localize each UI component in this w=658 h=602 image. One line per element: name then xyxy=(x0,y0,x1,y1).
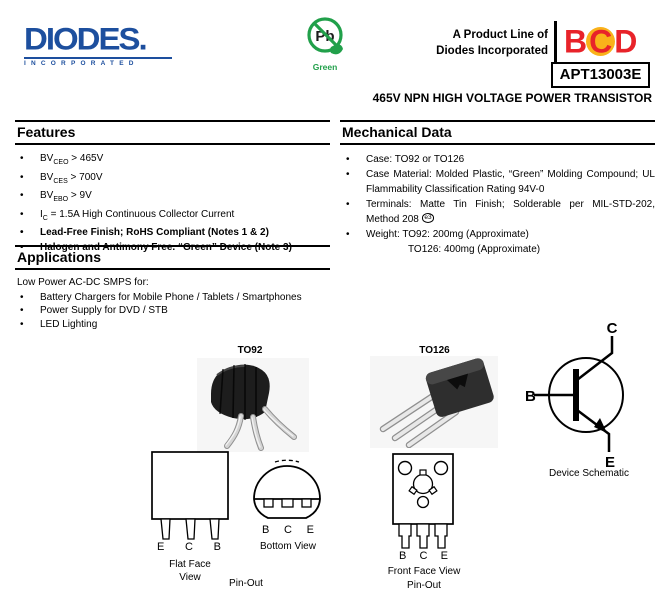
to92-bottom-view-drawing xyxy=(249,455,325,523)
application-item: • Battery Chargers for Mobile Phone / Tablets / Smartphones xyxy=(15,291,330,304)
feature-item: • $BV_{CEO} > 465V$ xyxy=(15,152,330,171)
feature-item: • $BV_{EBO} > 9V$ xyxy=(15,189,330,208)
bottom-view-caption: Bottom View xyxy=(260,541,316,552)
schematic-emitter-label: E xyxy=(604,454,616,468)
mechanical-data-section xyxy=(340,120,655,257)
front-face-caption: Front Face View xyxy=(387,566,461,577)
feature-item: • $BV_{CES} > 700V$ xyxy=(15,171,330,190)
pin-label: C xyxy=(185,541,193,553)
bcd-logo xyxy=(564,23,650,61)
leaf-icon xyxy=(330,44,343,54)
bcd-logo-letters: BCD xyxy=(564,23,640,60)
flat-face-pin-labels xyxy=(157,541,221,553)
pin-label: C xyxy=(419,550,428,562)
pin-label: E xyxy=(157,541,165,553)
mech-item-material: • Case Material: Molded Plastic, “Green” Molding Compound; UL Flammability Classification Rating 94V-0 xyxy=(340,167,655,197)
mechanical-heading: Mechanical Data xyxy=(340,120,655,145)
pin-label: B xyxy=(213,541,221,553)
applications-list xyxy=(15,291,330,331)
pb-free-icon xyxy=(303,15,347,59)
to92-pinout-label: Pin-Out xyxy=(229,578,263,589)
application-item: • LED Lighting xyxy=(15,318,330,331)
to126-pinout-label: Pin-Out xyxy=(407,580,441,591)
diodes-logo-incorporated: INCORPORATED xyxy=(24,57,172,67)
to126-label: TO126 xyxy=(419,345,450,356)
features-section xyxy=(15,120,330,256)
mechanical-list xyxy=(340,152,655,257)
pin-label: E xyxy=(306,524,314,536)
to126-front-face-drawing xyxy=(390,452,456,550)
schematic-caption: Device Schematic xyxy=(548,468,630,479)
header-divider xyxy=(554,21,557,63)
mech-item-terminals: • Terminals: Matte Tin Finish; Solderable per MIL-STD-202, Method 208 e3 xyxy=(340,197,655,227)
product-line-text xyxy=(400,27,548,59)
product-line-1: A Product Line of xyxy=(452,29,548,41)
flat-face-caption: Flat Face View xyxy=(169,559,211,583)
mech-item-case: • Case: TO92 or TO126 xyxy=(340,152,655,167)
part-number-box: APT13003E xyxy=(551,62,650,88)
applications-intro: Low Power AC-DC SMPS for: xyxy=(17,277,149,288)
device-schematic xyxy=(524,322,654,468)
bottom-view-pin-labels xyxy=(262,524,314,536)
features-list xyxy=(15,152,330,256)
product-line-2: Diodes Incorporated xyxy=(436,45,548,57)
features-heading: Features xyxy=(15,120,330,145)
pb-symbol: Pb xyxy=(315,28,335,45)
pb-green-label: Green xyxy=(312,62,338,72)
applications-section xyxy=(15,245,330,331)
schematic-collector-label: C xyxy=(606,322,618,337)
diodes-logo xyxy=(24,21,172,67)
page-title: 465V NPN HIGH VOLTAGE POWER TRANSISTOR xyxy=(372,91,652,105)
front-face-pin-labels xyxy=(399,550,448,562)
pin-label: C xyxy=(284,524,292,536)
to126-package-photo xyxy=(370,356,498,448)
pin-label: B xyxy=(399,550,407,562)
to92-package-photo xyxy=(197,358,309,452)
pin-label: B xyxy=(262,524,270,536)
application-item: • Power Supply for DVD / STB xyxy=(15,304,330,317)
applications-heading: Applications xyxy=(15,245,330,270)
schematic-base-label: B xyxy=(525,388,536,405)
diodes-logo-wordmark: DIODES. xyxy=(24,21,146,57)
feature-item: • $I_C = 1.5A$ High Continuous Collector Current xyxy=(15,208,330,227)
e3-mark: e3 xyxy=(422,213,434,223)
pb-free-green-badge xyxy=(303,15,347,72)
mech-item-weight: • Weight: TO92: 200mg (Approximate) TO126: 400mg (Approximate) xyxy=(340,227,655,257)
to92-flat-face-drawing xyxy=(150,450,230,542)
pin-label: E xyxy=(440,550,448,562)
feature-item: • Halogen and Antimony Free. “Green” Device (Note 3) xyxy=(15,241,330,256)
feature-item: • Lead-Free Finish; RoHS Compliant (Notes 1 & 2) xyxy=(15,226,330,241)
to92-label: TO92 xyxy=(237,345,263,356)
